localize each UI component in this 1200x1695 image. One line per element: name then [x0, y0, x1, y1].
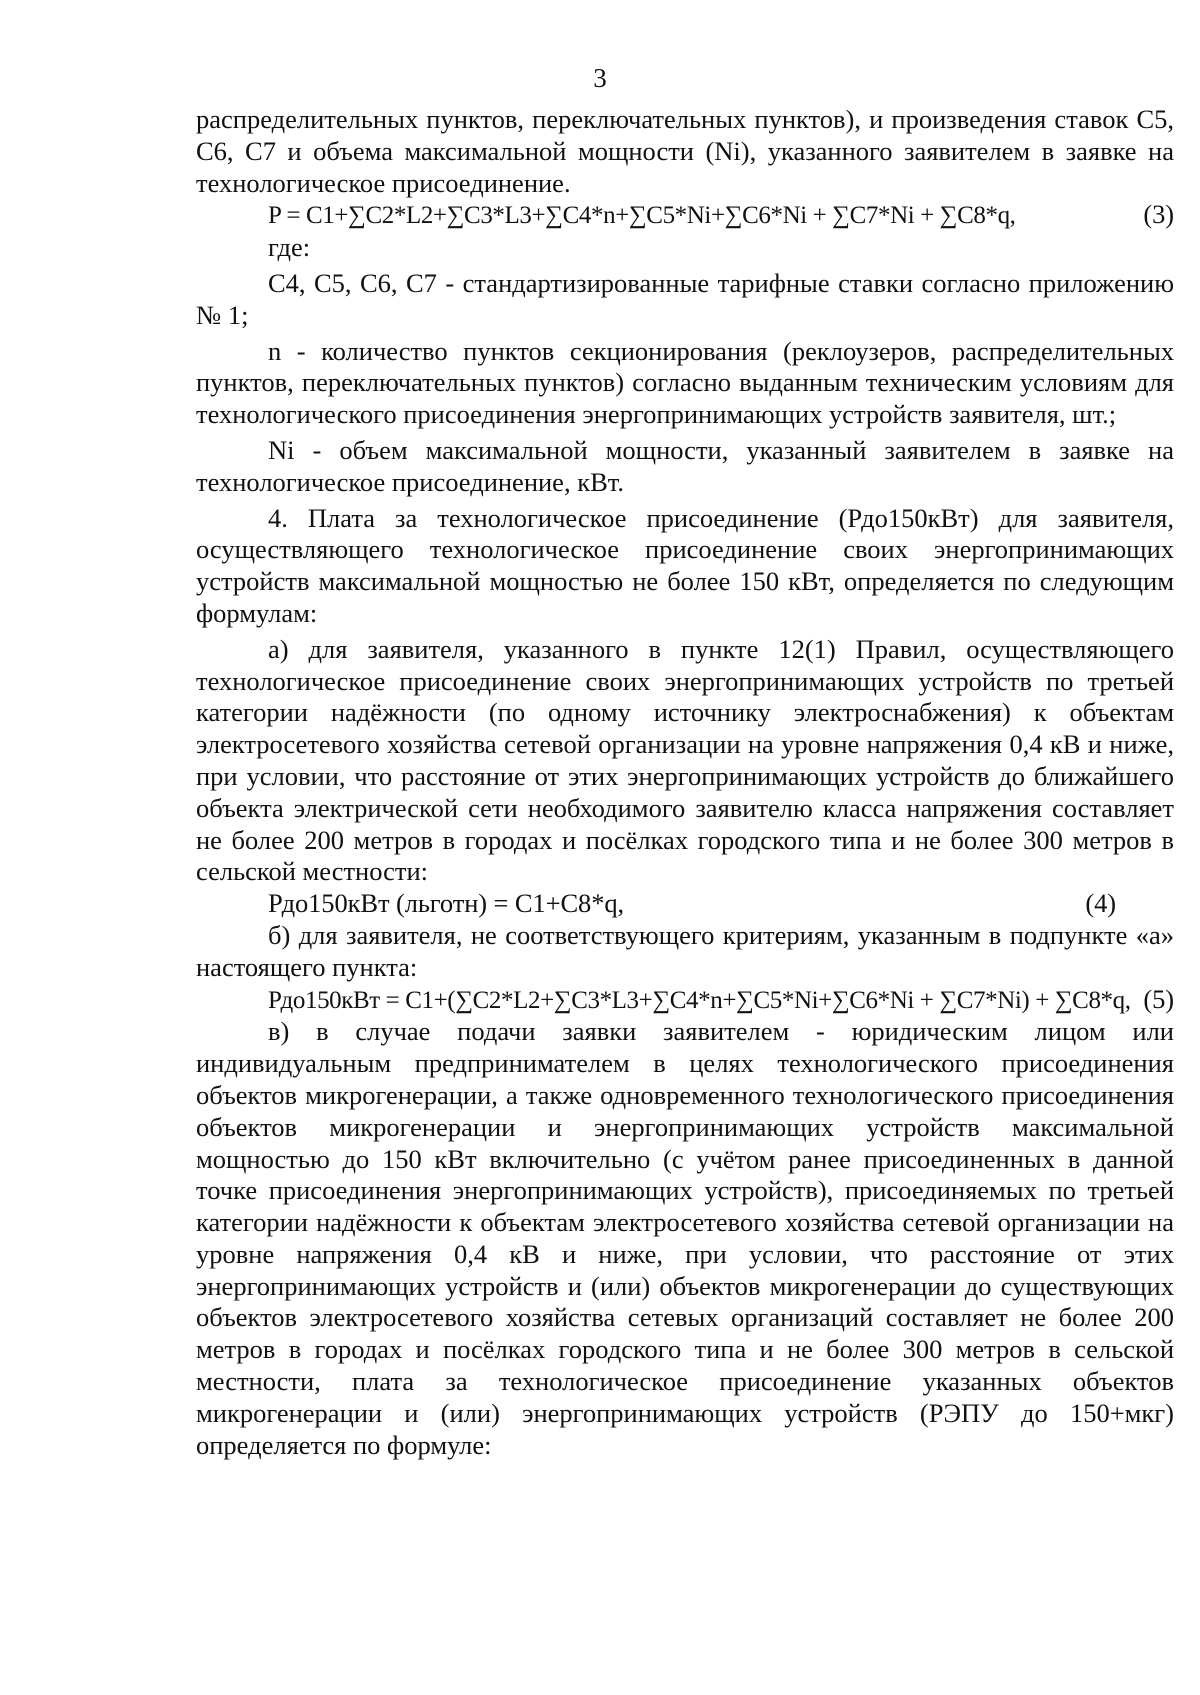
formula-3-number: (3): [1143, 199, 1174, 230]
paragraph-4b: б) для заявителя, не соответствующего критериям, указанным в подпункте «а» настоящего пункта:: [196, 919, 1174, 982]
formula-5-number: (5): [1143, 983, 1174, 1014]
page-body: [196, 104, 1174, 1461]
definition-c-rates: С4, С5, С6, С7 - стандартизированные тарифные ставки согласно приложению № 1;: [196, 267, 1174, 330]
formula-4-expression: Рдо150кВт (льготн) = C1+C8*q,: [268, 888, 625, 919]
where-label: где:: [268, 232, 311, 263]
formula-4: [196, 888, 1174, 920]
formula-4-number: (4): [1085, 888, 1116, 919]
paragraph-4v: в) в случае подачи заявки заявителем - юридическим лицом или индивидуальным предпринимателем в целях технологического присоединения объектов микрогенерации, а также одновременного технологического присоединения объектов микрогенерации и энергопринимающих устройств максимальной мощностью до 150 кВт включительно (с учётом ранее присоединенных в данной точке присоединения энергопринимающих устройств), присоединяемых по третьей категории надёжности к объектам электросетевого хозяйства сетевой организации на уровне напряжения 0,4 кВ и ниже, при условии, что расстояние от этих энергопринимающих устройств и (или) объектов микрогенерации до существующих объектов электросетевого хозяйства сетевых организаций составляет не более 200 метров в городах и посёлках городского типа и не более 300 метров в сельской местности, плата за технологическое присоединение указанных объектов микрогенерации и (или) энергопринимающих устройств (РЭПУ до 150+мкг) определяется по формуле:: [196, 1016, 1174, 1460]
definition-n: n - количество пунктов секционирования (реклоузеров, распределительных пунктов, переключательных пунктов) согласно выданным техническим условиям для технологического присоединения энергопринимающих устройств заявителя, шт.;: [196, 335, 1174, 430]
formula-3: [196, 199, 1174, 232]
page-number: 3: [593, 63, 607, 93]
formula-5-expression: Рдо150кВт = C1+(∑C2*L2+∑C3*L3+∑C4*n+∑C5*Ni+∑C6*Ni + ∑C7*Ni) + ∑C8*q,: [268, 986, 1131, 1014]
definition-ni: Ni - объем максимальной мощности, указанный заявителем в заявке на технологическое присоединение, кВт.: [196, 434, 1174, 497]
formula-3-expression: P = C1+∑C2*L2+∑C3*L3+∑C4*n+∑C5*Ni+∑C6*Ni + ∑C7*Ni + ∑C8*q,: [268, 202, 1016, 230]
paragraph-4a: а) для заявителя, указанного в пункте 12(1) Правил, осуществляющего технологическое присоединение своих энергопринимающих устройств по третьей категории надёжности (по одному источнику электроснабжения) к объектам электросетевого хозяйства сетевой организации на уровне напряжения 0,4 кВ и ниже, при условии, что расстояние от этих энергопринимающих устройств до ближайшего объекта электрической сети необходимого заявителю класса напряжения составляет не более 200 метров в городах и посёлках городского типа и не более 300 метров в сельской местности:: [196, 633, 1174, 887]
paragraph-intro: распределительных пунктов, переключательных пунктов), и произведения ставок С5, С6, С7 и объема максимальной мощности (Ni), указанного заявителем в заявке на технологическое присоединение.: [196, 104, 1174, 198]
formula-5: [196, 984, 1174, 1017]
paragraph-4: 4. Плата за технологическое присоединение (Рдо150кВт) для заявителя, осуществляющего технологическое присоединение своих энергопринимающих устройств максимальной мощностью не более 150 кВт, определяется по следующим формулам:: [196, 502, 1174, 628]
